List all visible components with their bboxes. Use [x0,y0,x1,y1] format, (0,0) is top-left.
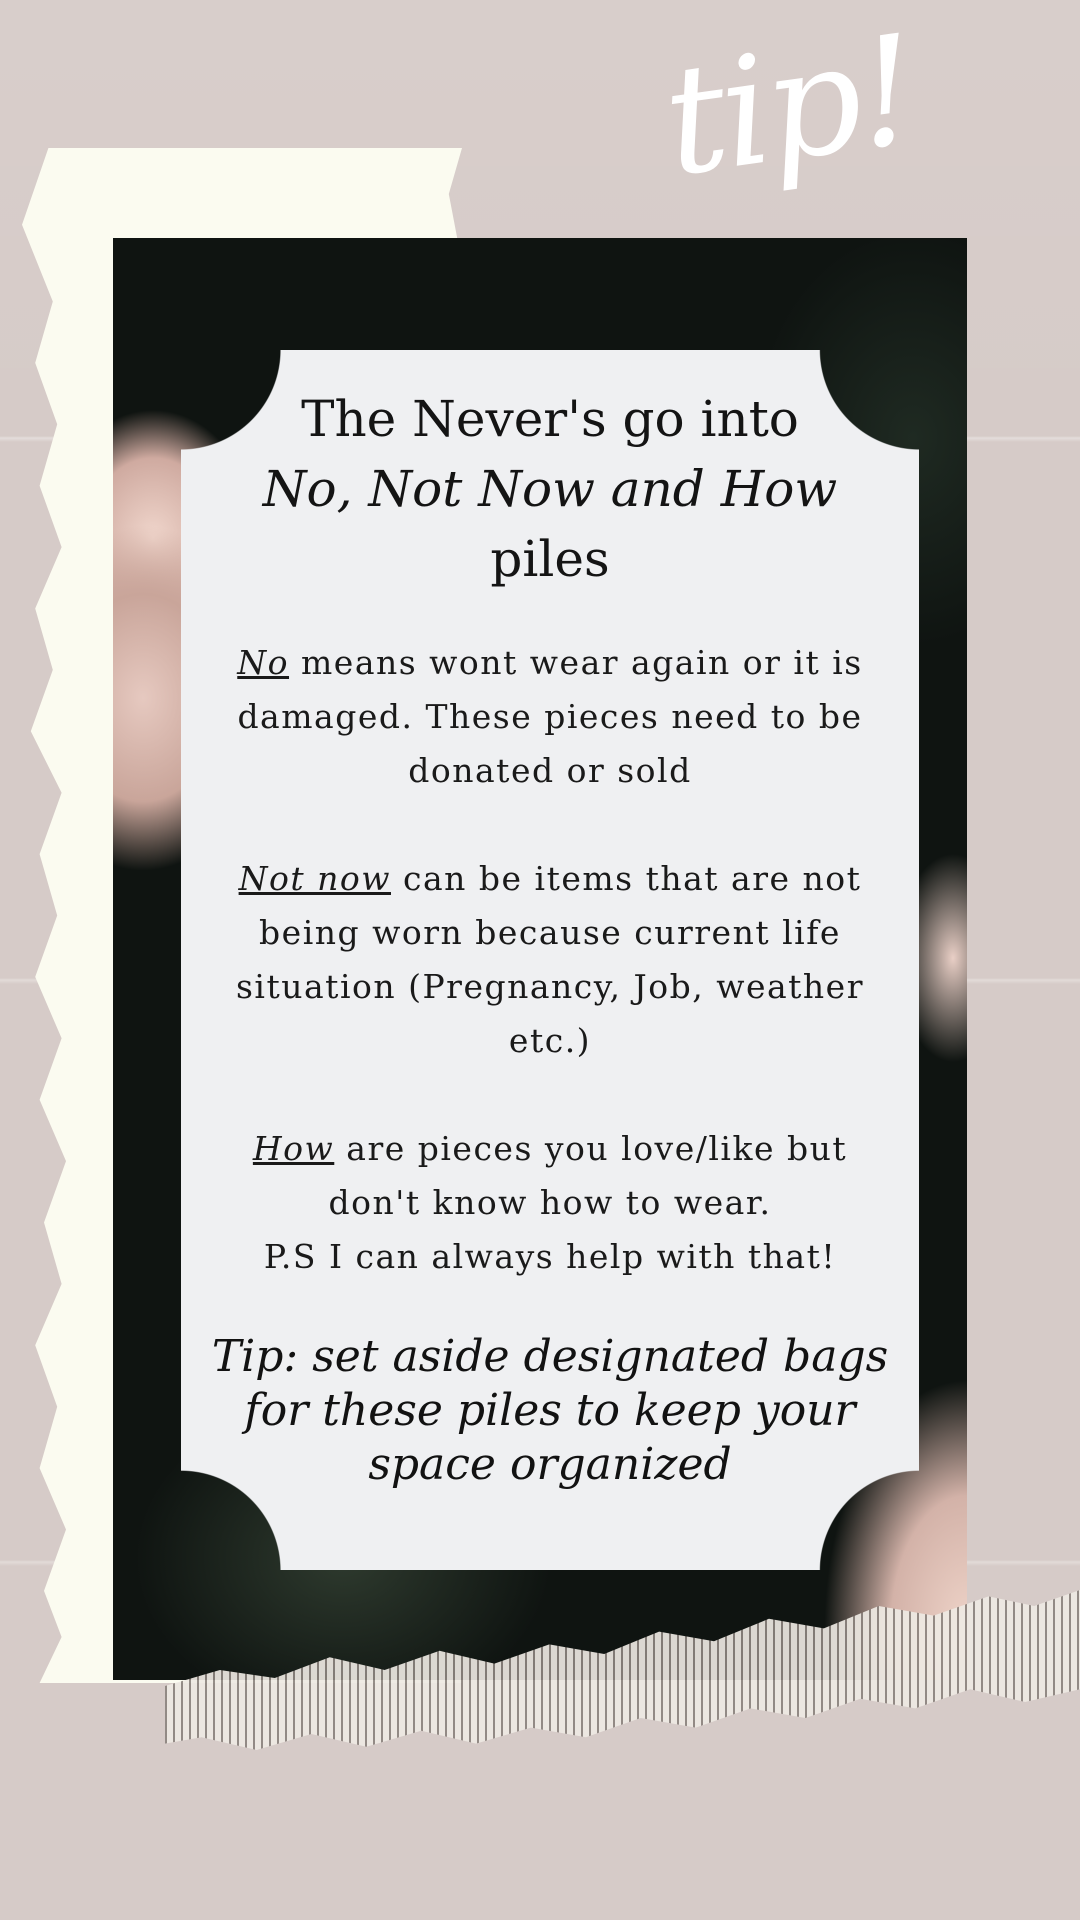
pile-term: How [252,1129,335,1168]
title-line-2: No, Not Now and How [262,460,838,518]
card-body [201,636,899,1284]
ps-note: P.S I can always help with that! [263,1237,837,1276]
card-title [181,384,919,594]
title-line-3: piles [490,530,610,588]
pile-term: Not now [238,859,391,898]
pile-description: are pieces you love/like but don't know how to wear. [328,1129,848,1222]
tip-heading: tip! [654,3,925,211]
title-line-1: The Never's go into [301,390,799,448]
pile-description: can be items that are not being worn because current life situation (Pregnancy, Job, weather etc.) [236,859,864,1060]
pile-item-no [201,636,899,798]
pile-term: No [237,643,290,682]
pile-item-not-now [201,852,899,1068]
pile-item-how [201,1122,899,1284]
pile-description: means wont wear again or it is damaged. These pieces need to be donated or sold [237,643,863,790]
handwritten-tip: Tip: set aside designated bags for these piles to keep your space organized [211,1331,889,1490]
